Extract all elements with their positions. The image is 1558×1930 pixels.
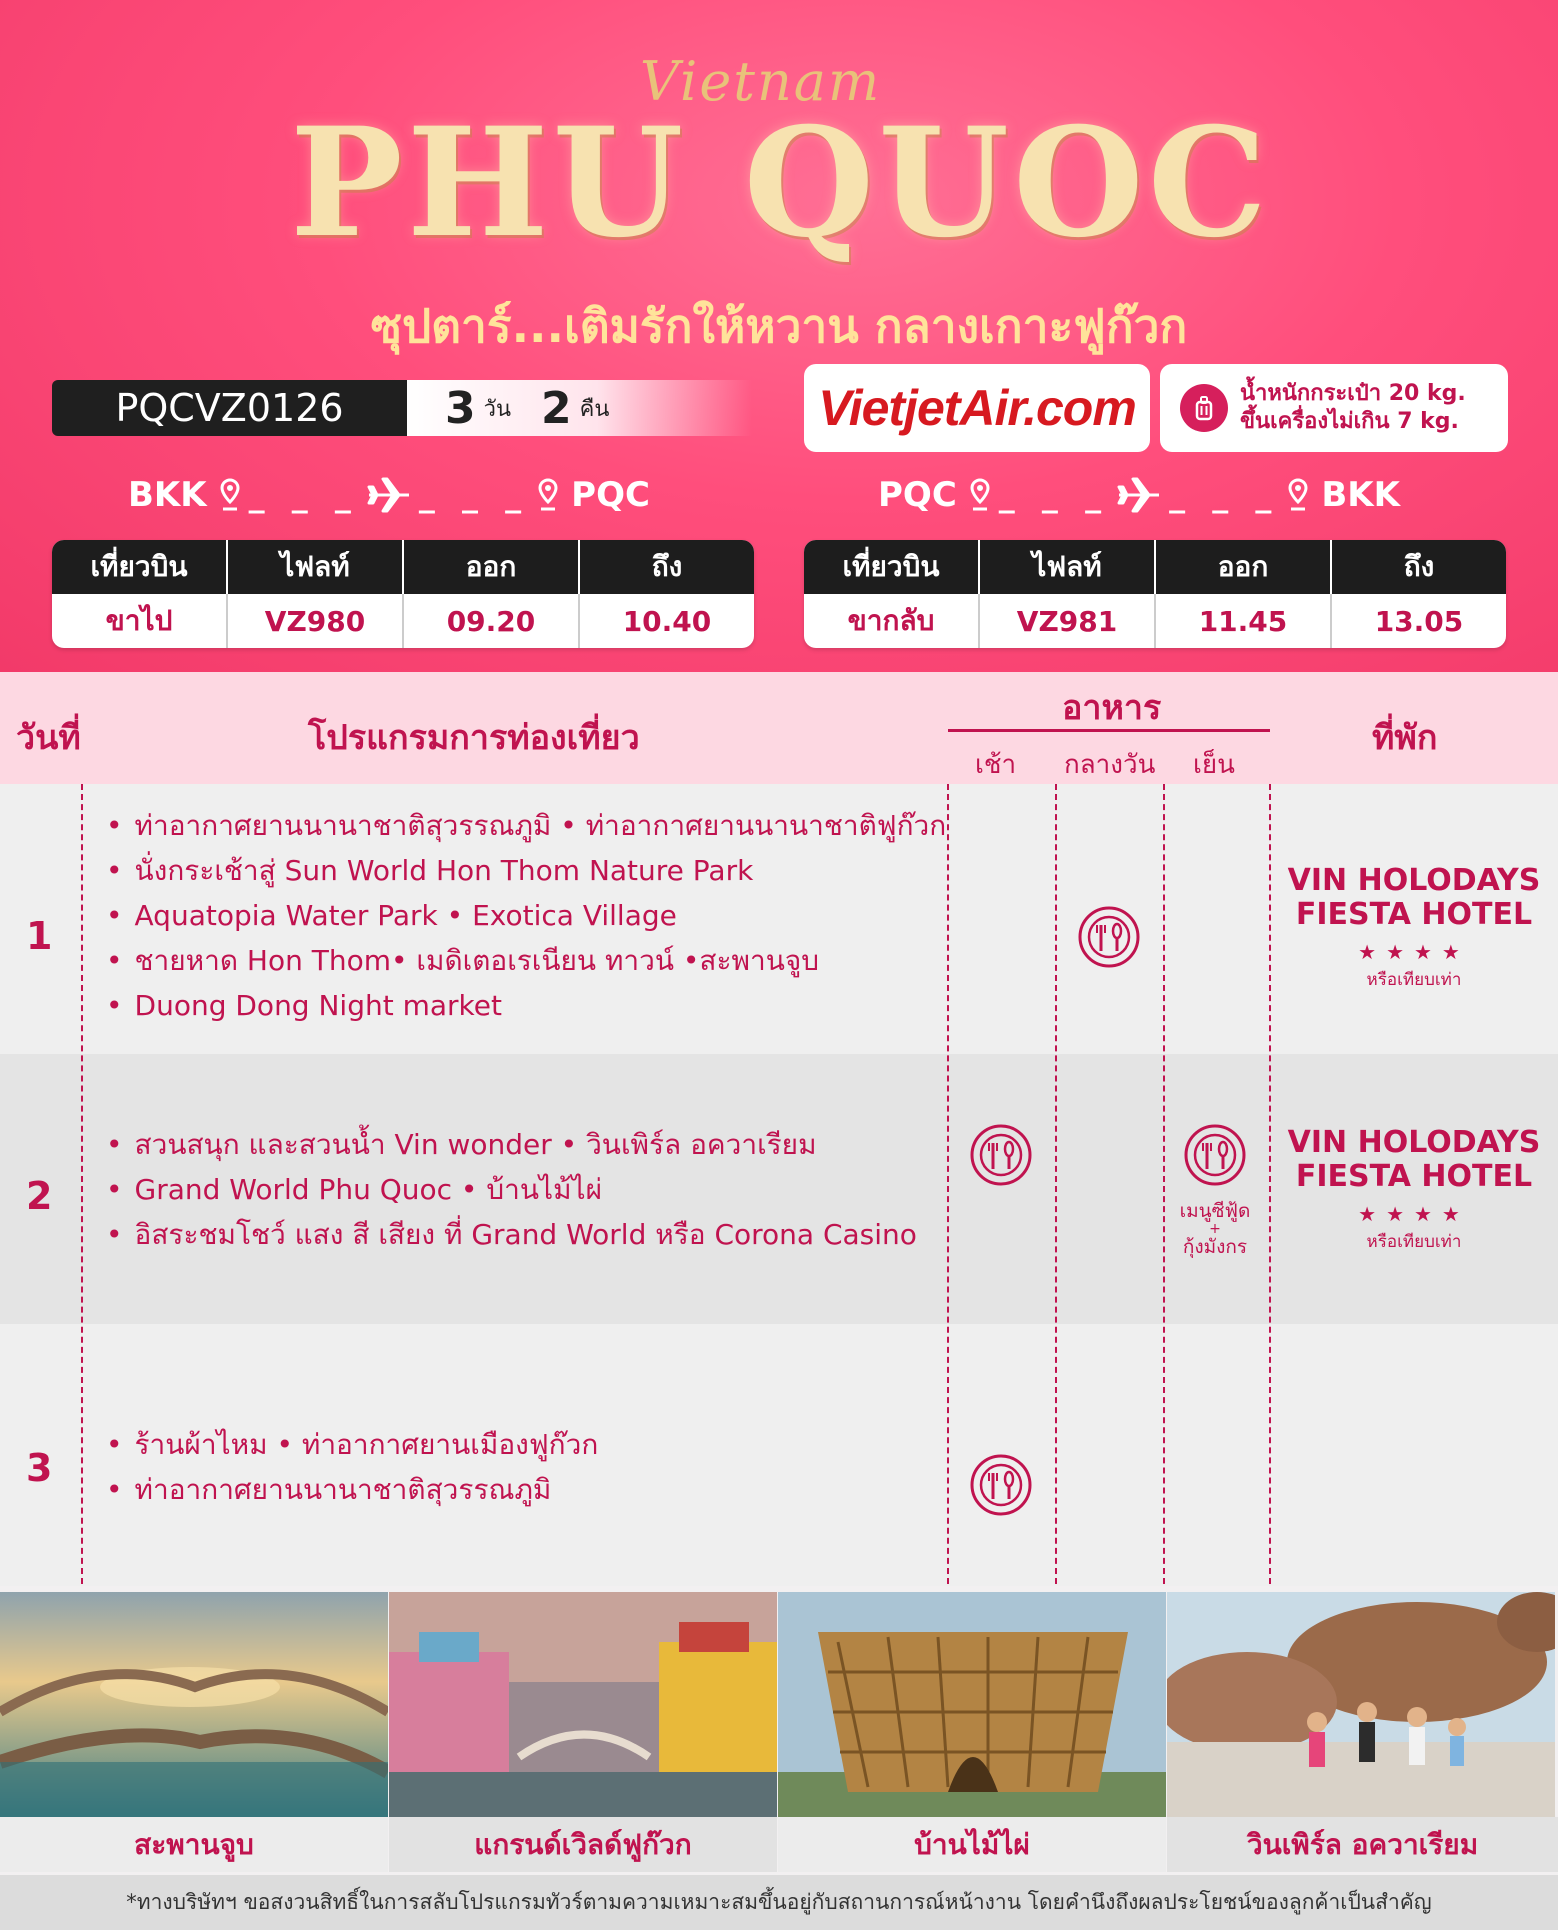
breakfast-header: เช้า <box>975 750 1017 780</box>
table-cell: ขากลับ <box>804 594 980 648</box>
outbound-from: BKK <box>128 475 207 515</box>
column-divider <box>81 784 83 1584</box>
route-dashes: _ _ _ <box>418 476 530 514</box>
hotel-info <box>1270 864 1558 993</box>
nights-count: 2 <box>541 382 572 434</box>
list-item: • สวนสนุก และสวนน้ำ Vin wonder • วินเพิร์ล อควาเรียม <box>106 1122 917 1167</box>
lunch-header: กลางวัน <box>1064 750 1156 780</box>
col-header: ออก <box>404 540 580 594</box>
column-divider <box>1269 784 1271 1584</box>
luggage-icon <box>1180 384 1228 432</box>
hotel-note: หรือเทียบเท่า <box>1366 1232 1462 1252</box>
table-cell: VZ980 <box>228 594 404 648</box>
tour-code-bar <box>52 380 752 436</box>
photo-grand-world <box>389 1592 777 1817</box>
days-unit: วัน <box>483 396 512 422</box>
col-header: ออก <box>1156 540 1332 594</box>
col-header: ถึง <box>1332 540 1506 594</box>
list-item: • นั่งกระเช้าสู่ Sun World Hon Thom Nature Park <box>106 848 946 893</box>
day-number: 3 <box>26 1446 53 1490</box>
location-pin-icon <box>1287 478 1309 512</box>
dinner-header: เย็น <box>1193 750 1235 780</box>
outbound-to: PQC <box>571 475 650 515</box>
hotel-column-header: ที่พัก <box>1372 718 1438 758</box>
list-item: • Grand World Phu Quoc • บ้านไม้ไผ่ <box>106 1167 917 1212</box>
table-cell: 09.20 <box>404 594 580 648</box>
inbound-flight-table <box>804 540 1506 648</box>
day-program-list <box>106 1122 917 1257</box>
header-banner <box>0 0 1558 672</box>
route-dashes: _ _ _ <box>1169 476 1280 514</box>
table-cell: 11.45 <box>1156 594 1332 648</box>
photo-bamboo-house <box>778 1592 1166 1817</box>
meal-icon-breakfast-day2 <box>969 1123 1033 1187</box>
table-cell: 10.40 <box>622 604 712 638</box>
list-item: • อิสระชมโชว์ แสง สี เสียง ที่ Grand World หรือ Corona Casino <box>106 1212 917 1257</box>
dinner-note-line1: เมนูซีฟู้ด <box>1179 1200 1251 1222</box>
main-title: PHU QUOC <box>290 95 1272 271</box>
airline-logo-box <box>804 364 1150 452</box>
script-title: Vietnam <box>640 50 882 113</box>
hotel-name: VIN HOLODAYS FIESTA HOTEL <box>1287 1125 1541 1194</box>
day-number: 2 <box>26 1174 53 1218</box>
route-dashes: _ _ _ <box>248 476 359 514</box>
dinner-note-line2: กุ้งมังกร <box>1182 1236 1248 1258</box>
meal-icon-breakfast-day3 <box>969 1453 1033 1517</box>
airline-logo: VietjetAir.com <box>818 380 1136 436</box>
location-pin-icon <box>537 478 559 512</box>
days-count: 3 <box>445 382 476 434</box>
day-row-3 <box>0 1324 1558 1586</box>
tour-code: PQCVZ0126 <box>52 380 407 436</box>
inbound-route <box>878 470 1400 520</box>
list-item: • ท่าอากาศยานนานาชาติสุวรรณภูมิ <box>106 1467 598 1512</box>
program-column-header: โปรแกรมการท่องเที่ยว <box>308 718 640 758</box>
list-item: • Duong Dong Night market <box>106 983 946 1028</box>
day-column-header: วันที่ <box>16 718 81 758</box>
hotel-info <box>1270 1126 1558 1255</box>
list-item: • ท่าอากาศยานนานาชาติสุวรรณภูมิ • ท่าอากาศยานนานาชาติฟูก๊วก <box>106 803 946 848</box>
dinner-note <box>1155 1198 1275 1260</box>
table-cell: 13.05 <box>1374 604 1464 638</box>
column-divider <box>1055 784 1057 1584</box>
inbound-to: BKK <box>1321 475 1400 515</box>
photo-kiss-bridge <box>0 1592 388 1817</box>
table-row <box>804 594 1506 648</box>
baggage-checked: น้ำหนักกระเป๋า 20 kg. <box>1240 381 1466 406</box>
dinner-note-plus: + <box>1209 1221 1221 1237</box>
baggage-info <box>1160 364 1508 452</box>
itinerary-header <box>0 672 1558 784</box>
col-header: ถึง <box>580 540 754 594</box>
day-row-1 <box>0 784 1558 1054</box>
day-program-list <box>106 1422 598 1512</box>
outbound-route <box>128 470 650 520</box>
meals-divider <box>948 729 1270 732</box>
list-item: • ร้านผ้าไหม • ท่าอากาศยานเมืองฟูก๊วก <box>106 1422 598 1467</box>
hotel-name: VIN HOLODAYS FIESTA HOTEL <box>1287 863 1541 932</box>
baggage-carry-on: ขึ้นเครื่องไม่เกิน 7 kg. <box>1240 409 1459 434</box>
table-cell: ขาไป <box>52 594 228 648</box>
column-divider <box>1163 784 1165 1584</box>
hotel-stars: ★★★★ <box>1358 940 1470 964</box>
column-divider <box>947 784 949 1584</box>
col-header: เที่ยวบิน <box>52 540 228 594</box>
list-item: • ชายหาด Hon Thom• เมดิเตอเรเนียน ทาวน์ •สะพานจูบ <box>106 938 946 983</box>
table-row <box>52 594 754 648</box>
location-pin-icon <box>219 478 241 512</box>
list-item: • Aquatopia Water Park • Exotica Village <box>106 893 946 938</box>
day-row-2 <box>0 1054 1558 1324</box>
footer-disclaimer: *ทางบริษัทฯ ขอสงวนสิทธิ์ในการสลับโปรแกรมทัวร์ตามความเหมาะสมขึ้นอยู่กับสถานการณ์หน้างาน โดยคำนึงถึงผลประโยชน์ของลูกค้าเป็นสำคัญ <box>0 1875 1558 1930</box>
location-pin-icon <box>969 478 991 512</box>
subtitle: ซุปตาร์...เติมรักให้หวาน กลางเกาะฟูก๊วก <box>370 299 1188 353</box>
photo-caption: แกรนด์เวิลด์ฟูก๊วก <box>389 1817 777 1872</box>
meal-icon-lunch-day1 <box>1077 905 1141 969</box>
col-header: ไฟลท์ <box>980 540 1156 594</box>
photo-caption: วินเพิร์ล อควาเรียม <box>1167 1817 1558 1872</box>
inbound-from: PQC <box>878 475 957 515</box>
outbound-flight-table <box>52 540 754 648</box>
meal-icon-dinner-day2 <box>1183 1123 1247 1187</box>
col-header: ไฟลท์ <box>228 540 404 594</box>
airplane-icon <box>1117 475 1161 515</box>
airplane-icon <box>367 475 411 515</box>
day-program-list <box>106 803 946 1028</box>
photo-caption: สะพานจูบ <box>0 1817 388 1872</box>
photo-vinpearl-aquarium <box>1167 1592 1555 1817</box>
route-dashes: _ _ _ <box>998 476 1110 514</box>
tour-duration <box>407 380 752 436</box>
day-number: 1 <box>26 914 53 958</box>
col-header: เที่ยวบิน <box>804 540 980 594</box>
table-cell: VZ981 <box>980 594 1156 648</box>
nights-unit: คืน <box>579 396 610 422</box>
photo-caption: บ้านไม้ไผ่ <box>778 1817 1166 1872</box>
meals-column-header: อาหาร <box>1062 688 1162 728</box>
hotel-note: หรือเทียบเท่า <box>1366 970 1462 990</box>
hotel-stars: ★★★★ <box>1358 1202 1470 1226</box>
